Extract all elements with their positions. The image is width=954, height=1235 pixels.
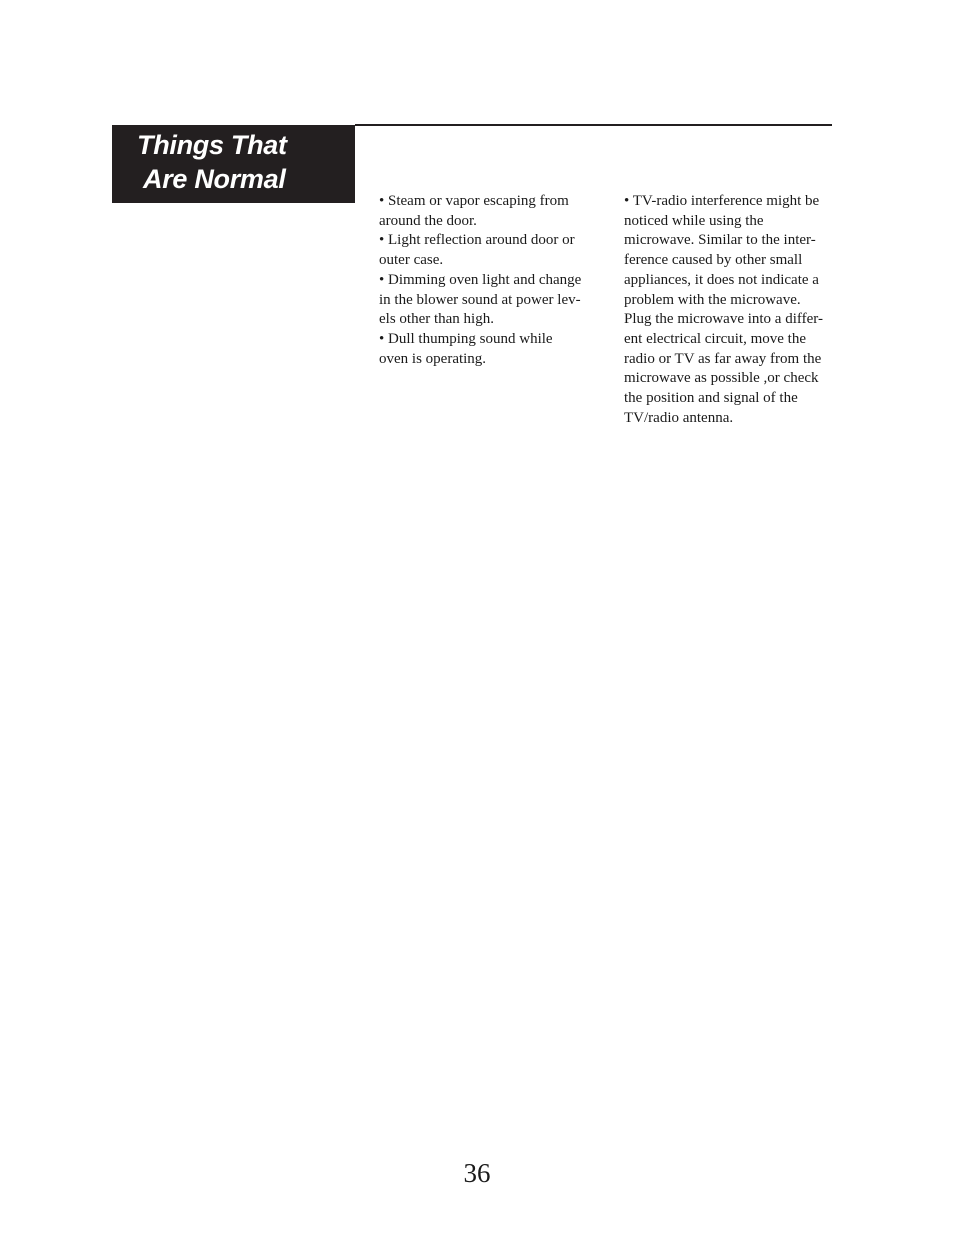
section-title-line-2: Are Normal [143, 164, 286, 194]
text-line: TV/radio antenna. [624, 409, 734, 426]
text-line: microwave. Similar to the inter- [624, 232, 816, 249]
text-line: around the door. [379, 212, 477, 229]
header-rule [355, 124, 832, 126]
text-line: radio or TV as far away from the [624, 350, 822, 367]
text-line: microwave as possible ,or check [624, 370, 819, 387]
section-title-line-1: Things That [137, 130, 287, 160]
text-line: in the blower sound at power lev- [379, 291, 581, 308]
page-number: 36 [463, 1158, 491, 1188]
text-line: • Dull thumping sound while [379, 330, 553, 347]
text-line: ference caused by other small [624, 252, 803, 269]
text-line: • TV-radio interference might be [624, 193, 820, 209]
text-line: outer case. [379, 252, 444, 269]
text-line: • Dimming oven light and change [379, 271, 582, 288]
text-line: problem with the microwave. [624, 291, 801, 308]
text-line: noticed while using the [624, 212, 764, 229]
text-line: ent electrical circuit, move the [624, 330, 806, 347]
section-title-box [112, 125, 355, 203]
text-line: • Steam or vapor escaping from [379, 193, 569, 209]
text-line: appliances, it does not indicate a [624, 271, 819, 288]
left-text-column [379, 192, 607, 369]
text-line: oven is operating. [379, 350, 487, 367]
text-line: Plug the microwave into a differ- [624, 311, 823, 328]
text-line: the position and signal of the [624, 390, 798, 407]
text-line: • Light reflection around door or [379, 232, 575, 249]
right-text-column [624, 192, 850, 428]
text-line: els other than high. [379, 311, 494, 328]
